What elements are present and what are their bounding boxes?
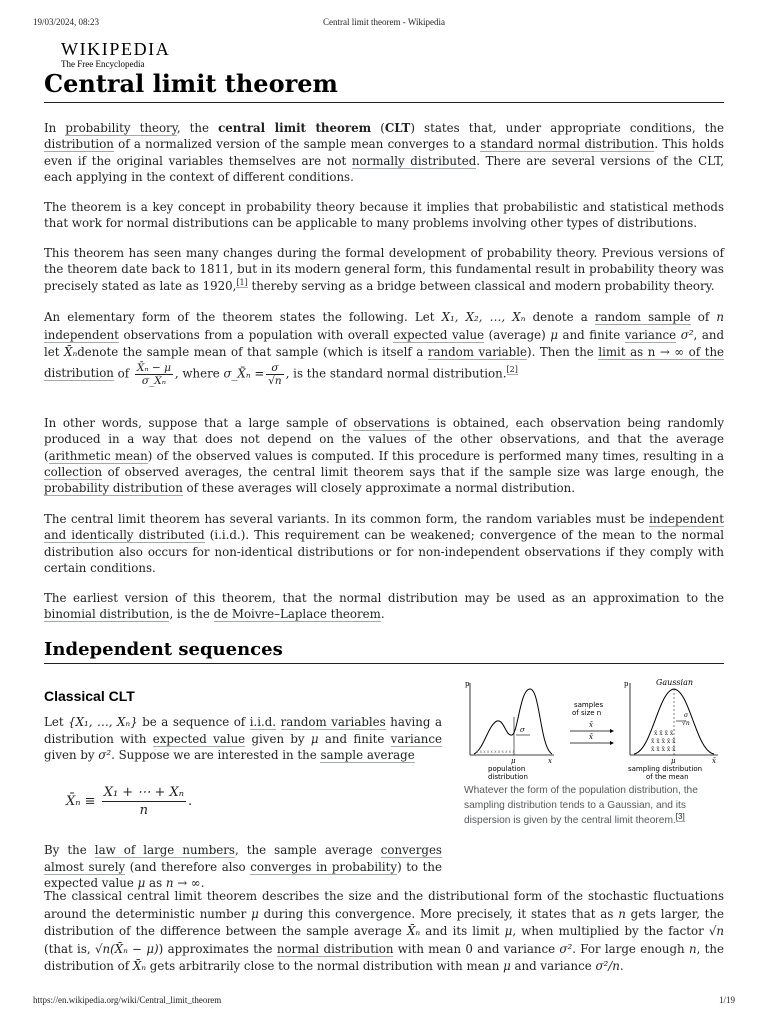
- svg-text:x: x: [548, 757, 552, 765]
- link-distribution[interactable]: distribution: [44, 137, 114, 152]
- key-concept-paragraph: The theorem is a key concept in probability theory because it implies that probabilistic and statistical methods that work for normal distributions can be applicable to many problems involving other types of distributions.: [44, 200, 724, 231]
- print-footer: [0, 995, 768, 1007]
- print-url: https://en.wikipedia.org/wiki/Central_limit_theorem: [33, 995, 222, 1005]
- svg-text:Gaussian: Gaussian: [656, 678, 694, 687]
- section-heading-independent-sequences: Independent sequences: [44, 639, 283, 660]
- link-law-of-large-numbers[interactable]: law of large numbers: [94, 843, 235, 857]
- page-title: Central limit theorem: [44, 69, 338, 98]
- link-arithmetic-mean[interactable]: arithmetic mean: [48, 448, 148, 463]
- intro-paragraph: In probability theory, the central limit theorem (CLT) states that, under appropriate conditions, the distribution of a normalized version of the sample mean converges to a standard normal distribution. This holds even if the original variables themselves are not normally distributed. There are several versions of the CLT, each applying in the context of different conditions.: [44, 121, 724, 184]
- link-expected-value[interactable]: expected value: [393, 327, 485, 342]
- clt-illustration: [462, 677, 724, 783]
- link-limit[interactable]: limit as n → ∞ of the distribution: [44, 345, 725, 380]
- link-probability-distribution[interactable]: probability distribution: [44, 481, 183, 496]
- sample-average-formula: X̄ₙ ≡ $\frac{\text{X₁ + ⋯ + Xₙ}}{n}$ .: [66, 785, 193, 818]
- svg-text:μ: μ: [671, 757, 676, 765]
- link-variance[interactable]: variance: [624, 327, 677, 342]
- variants-paragraph: The central limit theorem has several variants. In its common form, the random variables must be independent and identically distributed (i.i.d.). This requirement can be weakened; convergence of the mean to the normal distribution also occurs for non-identical distributions or for non-independent observations if they comply with certain conditions.: [44, 512, 725, 575]
- wikipedia-logo[interactable]: [61, 40, 170, 69]
- link-random-sample[interactable]: random sample: [594, 310, 691, 324]
- svg-text:μ: μ: [511, 757, 516, 765]
- link-random-variable[interactable]: random variable: [427, 345, 527, 359]
- svg-text:x̄ x̄ x̄ x̄ x̄: x̄ x̄ x̄ x̄ x̄: [651, 738, 676, 745]
- law-large-numbers-paragraph: By the law of large numbers, the sample average converges almost surely (and therefore also converges in probability) to the expected value μ as n → ∞.: [44, 843, 443, 890]
- population-distribution-panel: [465, 680, 554, 781]
- link-iid[interactable]: independent and identically distributed: [44, 512, 724, 543]
- left-axis-label: p: [465, 680, 470, 688]
- link-de-moivre-laplace[interactable]: de Moivre–Laplace theorem: [213, 607, 381, 622]
- link-collection[interactable]: collection: [44, 464, 103, 479]
- print-datetime: 19/03/2024, 08:23: [33, 17, 100, 27]
- sampling-distribution-panel: [624, 678, 718, 781]
- link-iid-short[interactable]: i.i.d.: [249, 715, 277, 729]
- title-divider: [44, 102, 724, 103]
- link-converges-in-probability[interactable]: converges in probability: [250, 859, 398, 874]
- logo-tagline: The Free Encyclopedia: [61, 59, 145, 69]
- svg-text:p: p: [624, 680, 629, 688]
- link-normally-distributed[interactable]: normally distributed: [351, 153, 477, 168]
- subsection-heading-classical-clt: Classical CLT: [44, 688, 135, 704]
- standardized-mean-fraction: $\frac{\text{X̄ₙ − μ}}{\text{σ\_X̄ₙ}}$: [136, 361, 171, 387]
- earliest-version-paragraph: The earliest version of this theorem, that the normal distribution may be used as an approximation to the binomial distribution, is the de Moivre–Laplace theorem.: [44, 591, 724, 622]
- svg-text:distribution: distribution: [488, 773, 528, 781]
- logo-wordmark: WIKIPEDIA: [61, 39, 171, 59]
- svg-text:σ: σ: [520, 726, 525, 734]
- sample-means-stack: x̄ x̄ x̄ x̄: [654, 730, 674, 737]
- svg-text:population: population: [488, 765, 526, 773]
- svg-text:x̄ x̄ x̄ x̄ x̄: x̄ x̄ x̄ x̄ x̄: [651, 746, 676, 753]
- reference-1[interactable]: [1]: [236, 277, 248, 287]
- svg-text:x̄: x̄: [712, 757, 716, 765]
- print-page-title: Central limit theorem - Wikipedia: [323, 17, 445, 27]
- classical-clt-paragraph: Let {X₁, …, Xₙ} be a sequence of i.i.d. random variables having a distribution with expected value given by μ and finite variance given by σ². Suppose we are interested in the sample average: [44, 715, 442, 762]
- other-words-paragraph: In other words, suppose that a large sample of observations is obtained, each observation being randomly produced in a way that does not depend on the values of the other observations, and that the average (arithmetic mean) of the observed values is computed. If this procedure is performed many times, resulting in a collection of observed averages, the central limit theorem says that if the sample size was large enough, the probability distribution of these averages will closely approximate a normal distribution.: [44, 416, 725, 496]
- link-probability-theory[interactable]: probability theory: [65, 121, 177, 135]
- svg-text:x̄: x̄: [589, 721, 593, 729]
- link-variance-2[interactable]: variance: [390, 731, 442, 746]
- classical-clt-description-paragraph: The classical central limit theorem describes the size and the distributional form of the stochastic fluctuations around the deterministic number μ during this convergence. More precisely, it states that as n gets larger, the distribution of the difference between the sample average X̄ₙ and its limit μ, when multiplied by the factor √n (that is, √n(X̄ₙ − μ)) approximates the normal distribution with mean 0 and variance σ². For large enough n, the distribution of X̄ₙ gets arbitrarily close to the normal distribution with mean μ and variance σ²/n.: [44, 889, 725, 973]
- sigma-over-root-n-fraction: $\frac{\sigma}{√n}$: [268, 361, 282, 387]
- history-paragraph: This theorem has seen many changes during the formal development of probability theory. Previous versions of the theorem date back to 1811, but in its modern general form, this fundamental result in probability theory was precisely stated as late as 1920,[1] thereby serving as a bridge between classical and modern probability theory.: [44, 246, 724, 293]
- link-expected-value-2[interactable]: expected value: [152, 731, 246, 746]
- link-converges-almost-surely[interactable]: converges almost surely: [44, 843, 442, 874]
- reference-3[interactable]: [3]: [675, 811, 685, 821]
- figure-caption: Whatever the form of the population distribution, the sampling distribution tends to a Gaussian, and its dispersion is given by the central limit theorem.[3]: [464, 785, 698, 826]
- reference-2[interactable]: [2]: [506, 365, 518, 375]
- link-random-variables[interactable]: random variables: [280, 715, 386, 729]
- link-binomial-distribution[interactable]: binomial distribution: [44, 607, 170, 622]
- print-page-number: 1/19: [718, 995, 735, 1005]
- svg-text:σ: σ: [684, 712, 689, 719]
- link-standard-normal-distribution[interactable]: standard normal distribution: [480, 137, 655, 152]
- svg-text:samples: samples: [574, 701, 604, 709]
- svg-text:x̄: x̄: [589, 733, 593, 741]
- samples-arrows-panel: [570, 701, 614, 745]
- svg-text:sampling distribution: sampling distribution: [628, 765, 703, 773]
- svg-text:√n: √n: [682, 720, 690, 727]
- svg-text:of the mean: of the mean: [646, 773, 689, 781]
- sample-points-row: x x x x x x x x x x x: [476, 749, 515, 754]
- link-normal-distribution[interactable]: normal distribution: [276, 941, 394, 956]
- link-sample-average[interactable]: sample average: [320, 748, 415, 762]
- link-observations[interactable]: observations: [353, 416, 430, 430]
- link-independent[interactable]: independent: [44, 327, 119, 342]
- elementary-form-paragraph: An elementary form of the theorem states the following. Let X₁, X₂, …, Xₙ denote a random sample of n independent observations from a population with overall expected value (average) μ and finite variance σ², and let X̄ₙdenote the sample mean of that sample (which is itself a random variable). Then the limit as n → ∞ of the distribution of $\frac{\text{X̄ₙ − μ}}{\text{σ\_X̄ₙ}}$ , where σ_X̄ₙ = $\frac{\sigma}{√n}$ , is the standard normal distribution.[2]: [44, 310, 725, 387]
- section-divider: [44, 663, 724, 664]
- svg-text:of size n: of size n: [572, 709, 602, 717]
- print-header: [0, 17, 768, 29]
